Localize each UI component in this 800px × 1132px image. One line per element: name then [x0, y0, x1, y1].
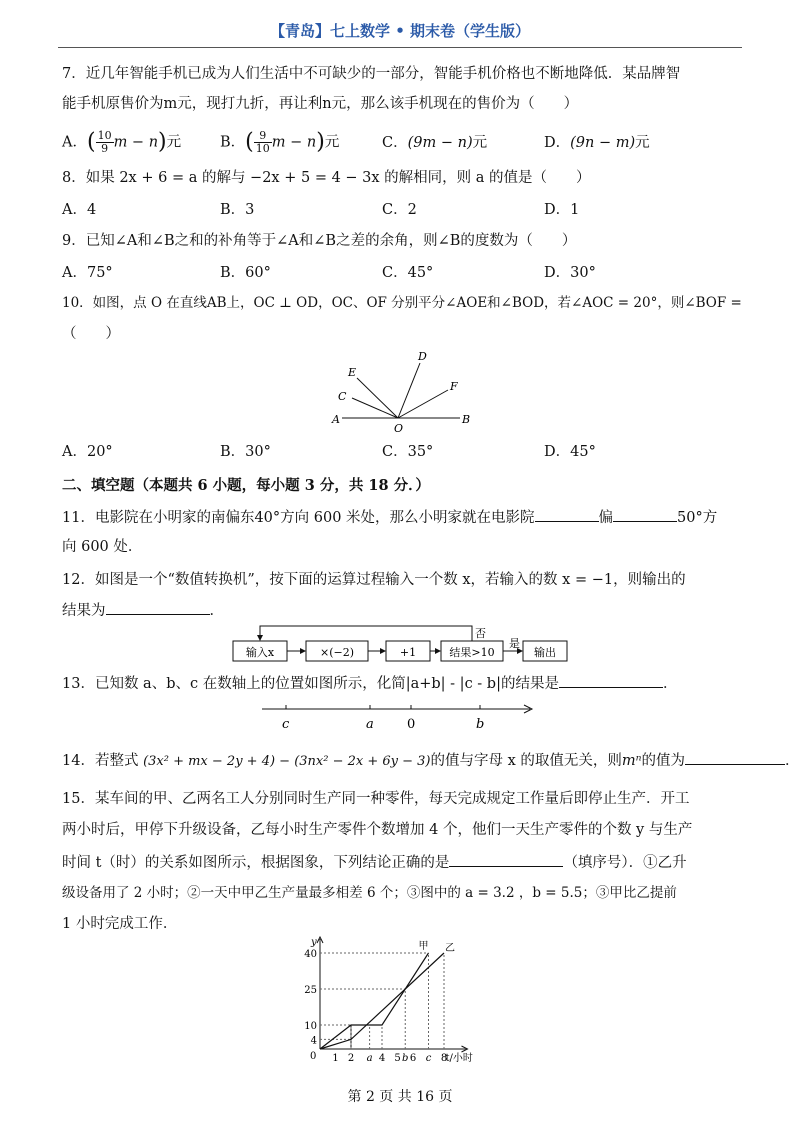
q9-option-b[interactable]: B．60°	[220, 265, 271, 281]
y-tick-label: 25	[304, 985, 317, 996]
series-label-yi: 乙	[445, 943, 455, 954]
y-axis-label: y	[311, 937, 317, 948]
q8-text: 8．如果 2x + 6 = a 的解与 −2x + 5 = 4 − 3x 的解相同，则 a 的值是（ ）	[62, 170, 591, 186]
x-tick-label: 5	[394, 1053, 401, 1064]
ray-oe	[357, 378, 398, 418]
q15-line4: 级设备用了 2 小时；②一天中甲乙生产量最多相差 6 个；③图中的 a = 3.2 ，b = 5.5；③甲比乙提前	[62, 885, 677, 901]
q11-blank-1[interactable]	[535, 507, 599, 522]
q13-answer-blank[interactable]	[559, 673, 663, 688]
x-tick-label: 8	[440, 1053, 448, 1064]
ray-oc	[352, 398, 398, 418]
q15-answer-blank[interactable]	[449, 852, 563, 867]
y-tick-label: 4	[310, 1035, 317, 1047]
q14-expression: (3x² + mx − 2y + 4) − (3nx² − 2x + 6y − 3)	[143, 754, 431, 769]
ray-od	[398, 363, 420, 418]
flow-add-label: +1	[399, 646, 417, 659]
q15-production-chart	[298, 935, 508, 1065]
x-tick-label: 6	[409, 1053, 417, 1064]
q8-option-a[interactable]: A．4	[62, 202, 97, 218]
series-line-jia	[320, 953, 429, 1049]
q10-line2: （ ）	[62, 326, 120, 342]
label-e: E	[348, 366, 357, 379]
flow-multiply-label: ×(−2)	[319, 646, 355, 659]
q8-option-b[interactable]: B．3	[220, 202, 255, 218]
q7-option-c[interactable]: C．(9m − n)元	[382, 135, 488, 151]
q15-line1: 15．某车间的甲、乙两名工人分别同时生产同一种零件，每天完成规定工作量后即停止生产．开工	[62, 791, 690, 807]
x-axis-label: t/小时	[445, 1053, 473, 1064]
flow-input-label: 输入x	[245, 646, 275, 659]
q12-line1: 12．如图是一个“数值转换机”，按下面的运算过程输入一个数 x，若输入的数 x = −1，则输出的	[62, 572, 686, 588]
label-f: F	[450, 380, 458, 393]
x-tick-label: b	[402, 1053, 409, 1064]
y-tick-label: 40	[304, 949, 317, 960]
q15-line2: 两小时后，甲停下升级设备，乙每小时生产零件个数增加 4 个，他们一天生产零件的个数 y 与生产	[62, 822, 693, 838]
q11-line1: 11．电影院在小明家的南偏东40°方向 600 米处，那么小明家就在电影院 偏 50°方	[62, 507, 717, 528]
page-footer: 第 2 页 共 16 页	[347, 1089, 453, 1105]
x-tick-label: 1	[332, 1053, 339, 1064]
flow-no-label: 否	[475, 627, 486, 640]
q14-text: 14．若整式 (3x² + mx − 2y + 4) − (3nx² − 2x + 6y − 3)的值与字母 x 的取值无关，则mⁿ的值为 ．	[62, 750, 800, 772]
header-divider	[58, 47, 742, 48]
q10-angle-figure	[330, 348, 480, 433]
axis-label-a: a	[366, 717, 374, 732]
q9-option-c[interactable]: C．45°	[382, 265, 434, 281]
label-d: D	[418, 350, 427, 363]
origin-label: 0	[310, 1051, 317, 1062]
y-tick-label: 10	[304, 1021, 317, 1032]
q9-text: 9．已知∠A和∠B之和的补角等于∠A和∠B之差的余角，则∠B的度数为（ ）	[62, 233, 577, 249]
flow-output-label: 输出	[534, 646, 556, 659]
q8-option-d[interactable]: D．1	[544, 202, 580, 218]
axis-label-c: c	[282, 717, 290, 732]
flow-loop-back	[260, 626, 472, 641]
axis-label-b: b	[476, 717, 485, 732]
q9-option-a[interactable]: A．75°	[62, 265, 113, 281]
x-tick-label: 2	[347, 1053, 355, 1064]
section-2-title: 二、填空题（本题共 6 小题，每小题 3 分，共 18 分．）	[62, 477, 430, 494]
label-b: B	[462, 413, 471, 426]
q10-option-a[interactable]: A．20°	[62, 444, 113, 460]
q10-option-d[interactable]: D．45°	[544, 444, 596, 460]
q11-line2: 向 600 处．	[62, 539, 143, 555]
q15-line5: 1 小时完成工作．	[62, 916, 178, 932]
flow-yes-label: 是	[509, 637, 520, 650]
q10-line1: 10．如图，点 O 在直线AB上，OC ⊥ OD，OC、OF 分别平分∠AOE和∠BOD，若∠AOC = 20°，则∠BOF =	[62, 295, 742, 311]
q7-b-fraction: $\frac{9}{10}$	[255, 129, 270, 155]
q7-line1: 7．近几年智能手机已成为人们生活中不可缺少的一部分，智能手机价格也不断地降低．某品牌智	[62, 66, 681, 82]
q11-blank-2[interactable]	[613, 507, 677, 522]
q12-answer-blank[interactable]	[106, 600, 210, 615]
x-tick-label: 4	[378, 1053, 386, 1064]
q10-option-c[interactable]: C．35°	[382, 444, 434, 460]
q13-text: 13．已知数 a、b、c 在数轴上的位置如图所示，化简|a+b| - |c - b|的结果是 ．	[62, 673, 677, 694]
ray-of	[398, 390, 448, 418]
q7-option-b[interactable]: B．( $\frac{9}{10}$ m − n)元	[220, 129, 340, 155]
label-a: A	[332, 413, 340, 426]
q12-line2: 结果为 ．	[62, 600, 224, 621]
label-o: O	[394, 422, 404, 433]
q7-option-a[interactable]: A．( $\frac{10}{9}$ m − n)元	[62, 129, 182, 155]
axis-label-zero: 0	[407, 717, 416, 732]
x-tick-label: c	[425, 1053, 432, 1064]
q13-number-line	[258, 700, 538, 732]
header-title: 【青岛】七上数学 • 期末卷（学生版）	[269, 22, 531, 40]
q9-option-d[interactable]: D．30°	[544, 265, 596, 281]
label-c: C	[338, 390, 347, 403]
q7-a-fraction: $\frac{10}{9}$	[97, 129, 112, 155]
q14-answer-blank[interactable]	[685, 750, 785, 765]
q15-line3: 时间 t（时）的关系如图所示，根据图象，下列结论正确的是 （填序号）．①乙升	[62, 852, 687, 873]
q7-line2: 能手机原售价为m元，现打九折，再让利n元，那么该手机现在的售价为（ ）	[62, 96, 579, 112]
flow-condition-label: 结果>10	[449, 646, 495, 659]
q8-option-c[interactable]: C．2	[382, 202, 417, 218]
q12-flowchart	[232, 620, 572, 666]
x-tick-label: a	[366, 1053, 373, 1064]
q7-option-d[interactable]: D．(9n − m)元	[544, 135, 650, 151]
q10-option-b[interactable]: B．30°	[220, 444, 271, 460]
series-label-jia: 甲	[418, 941, 429, 952]
